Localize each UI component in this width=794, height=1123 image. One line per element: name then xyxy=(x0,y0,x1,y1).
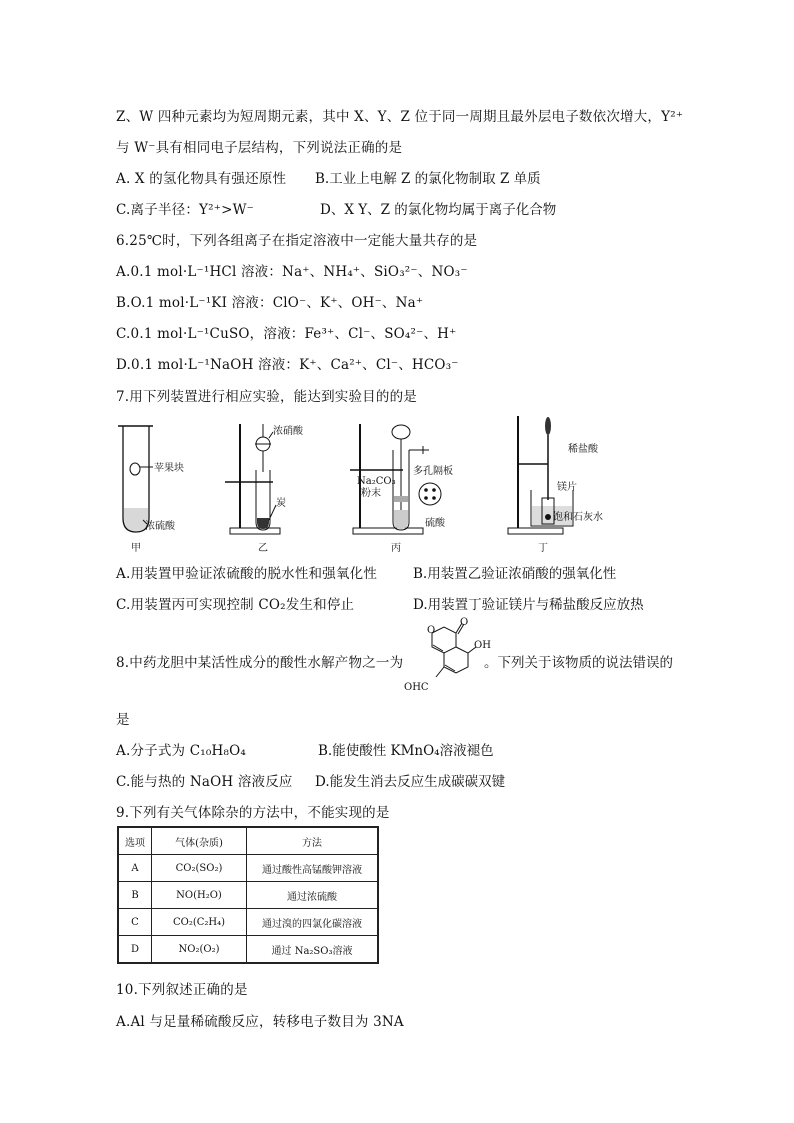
label-h2so4: 硫酸 xyxy=(425,518,445,529)
label-carbon: 炭 xyxy=(276,498,286,509)
label-dil-hcl: 稀盐酸 xyxy=(568,444,598,455)
apparatus-yi xyxy=(225,424,304,554)
q8-option-b: B.能使酸性 KMnO₄溶液褪色 xyxy=(318,743,494,759)
q9-stem: 9.下列有关气体除杂的方法中，不能实现的是 xyxy=(116,805,390,821)
q8-option-c: C.能与热的 NaOH 溶液反应 xyxy=(116,774,293,790)
q8-stem-post: 。下列关于该物质的说法错误的 xyxy=(484,655,673,671)
q7-option-b: B.用装置乙验证浓硝酸的强氧化性 xyxy=(413,566,617,582)
apparatus-bing xyxy=(350,424,453,554)
q6-option-c: C.0.1 mol·L⁻¹CuSO，溶液：Fe³⁺、Cl⁻、SO₄²⁻、H⁺ xyxy=(116,326,457,342)
label-apple: 苹果块 xyxy=(154,463,184,474)
table-cell: D xyxy=(118,936,152,964)
q8-option-a: A.分子式为 C₁₀H₈O₄ xyxy=(116,743,246,759)
table-cell: A xyxy=(118,855,152,882)
label-limewater: 饱和石灰水 xyxy=(553,512,603,523)
table-row xyxy=(118,855,378,882)
table-cell: C xyxy=(118,909,152,936)
q7-stem: 7.用下列装置进行相应实验，能达到实验目的的是 xyxy=(116,389,417,405)
q10-stem: 10.下列叙述正确的是 xyxy=(116,982,248,998)
table-row xyxy=(118,936,378,964)
label-mg: 镁片 xyxy=(557,482,577,493)
q7-option-c: C.用装置丙可实现控制 CO₂发生和停止 xyxy=(116,597,355,613)
table-header-cell: 方法 xyxy=(247,827,379,855)
q8-option-d: D.能发生消去反应生成碳碳双键 xyxy=(315,774,506,790)
struct-ring-o: O xyxy=(427,625,436,636)
table-header-row xyxy=(118,827,378,855)
q6-option-d: D.0.1 mol·L⁻¹NaOH 溶液：K⁺、Ca²⁺、Cl⁻、HCO₃⁻ xyxy=(116,357,459,373)
table-cell: B xyxy=(118,882,152,909)
q4-option-c: C.离子半径：Y²⁺>W⁻ xyxy=(116,202,255,218)
table-cell: CO₂(SO₂) xyxy=(152,855,247,882)
q6-stem: 6.25℃时，下列各组离子在指定溶液中一定能大量共存的是 xyxy=(116,233,478,249)
struct-cho: OHC xyxy=(404,682,429,693)
label-conc-h2so4: 浓硫酸 xyxy=(145,521,175,532)
table-cell: 通过酸性高锰酸钾溶液 xyxy=(247,855,379,882)
q8-stem-line2: 是 xyxy=(116,712,130,728)
q6-option-a: A.0.1 mol·L⁻¹HCl 溶液：Na⁺、NH₄⁺、SiO₃²⁻、NO₃⁻ xyxy=(116,264,468,280)
q4-stem-line1: Z、W 四种元素均为短周期元素，其中 X、Y、Z 位于同一周期且最外层电子数依次增大，Y²⁺ xyxy=(116,109,684,125)
q4-stem-line2: 与 W⁻具有相同电子层结构，下列说法正确的是 xyxy=(116,140,403,156)
table-cell: NO(H₂O) xyxy=(152,882,247,909)
q4-option-d: D、X Y、Z 的氯化物均属于离子化合物 xyxy=(320,202,557,218)
label-conc-hno3: 浓硝酸 xyxy=(273,426,303,437)
table-cell: CO₂(C₂H₄) xyxy=(152,909,247,936)
q6-option-b: B.O.1 mol·L⁻¹KI 溶液：ClO⁻、K⁺、OH⁻、Na⁺ xyxy=(116,295,424,311)
table-row xyxy=(118,882,378,909)
apparatus-jia xyxy=(118,426,184,554)
q8-stem-pre: 8.中药龙胆中某活性成分的酸性水解产物之一为 xyxy=(116,655,404,671)
q9-table xyxy=(117,826,379,964)
table-cell: 通过溴的四氯化碳溶液 xyxy=(247,909,379,936)
label-na2co3: Na₂CO₃ xyxy=(357,476,396,487)
label-yi: 乙 xyxy=(258,543,268,554)
q8-structure xyxy=(400,615,495,700)
table-cell: NO₂(O₂) xyxy=(152,936,247,964)
q7-option-d: D.用装置丁验证镁片与稀盐酸反应放热 xyxy=(413,597,644,613)
q4-option-b: B.工业上电解 Z 的氯化物制取 Z 单质 xyxy=(315,171,541,187)
table-cell: 通过 Na₂SO₃溶液 xyxy=(247,936,379,964)
q10-option-a: A.Al 与足量稀硫酸反应，转移电子数目为 3NA xyxy=(116,1014,404,1030)
label-porous: 多孔隔板 xyxy=(413,466,453,477)
q7-option-a: A.用装置甲验证浓硫酸的脱水性和强氧化性 xyxy=(116,566,378,582)
label-bing: 丙 xyxy=(391,543,401,554)
table-cell: 通过浓硫酸 xyxy=(247,882,379,909)
struct-oh: OH xyxy=(474,640,491,651)
struct-carbonyl-o: O xyxy=(460,617,469,628)
q7-apparatus-figure xyxy=(113,410,625,555)
apparatus-ding xyxy=(508,416,603,554)
table-row xyxy=(118,909,378,936)
label-powder: 粉末 xyxy=(361,488,381,499)
table-header-cell: 气体(杂质) xyxy=(152,827,247,855)
table-header-cell: 选项 xyxy=(118,827,152,855)
label-ding: 丁 xyxy=(538,543,548,554)
q4-option-a: A. X 的氢化物具有强还原性 xyxy=(116,171,287,187)
label-jia: 甲 xyxy=(131,543,141,554)
